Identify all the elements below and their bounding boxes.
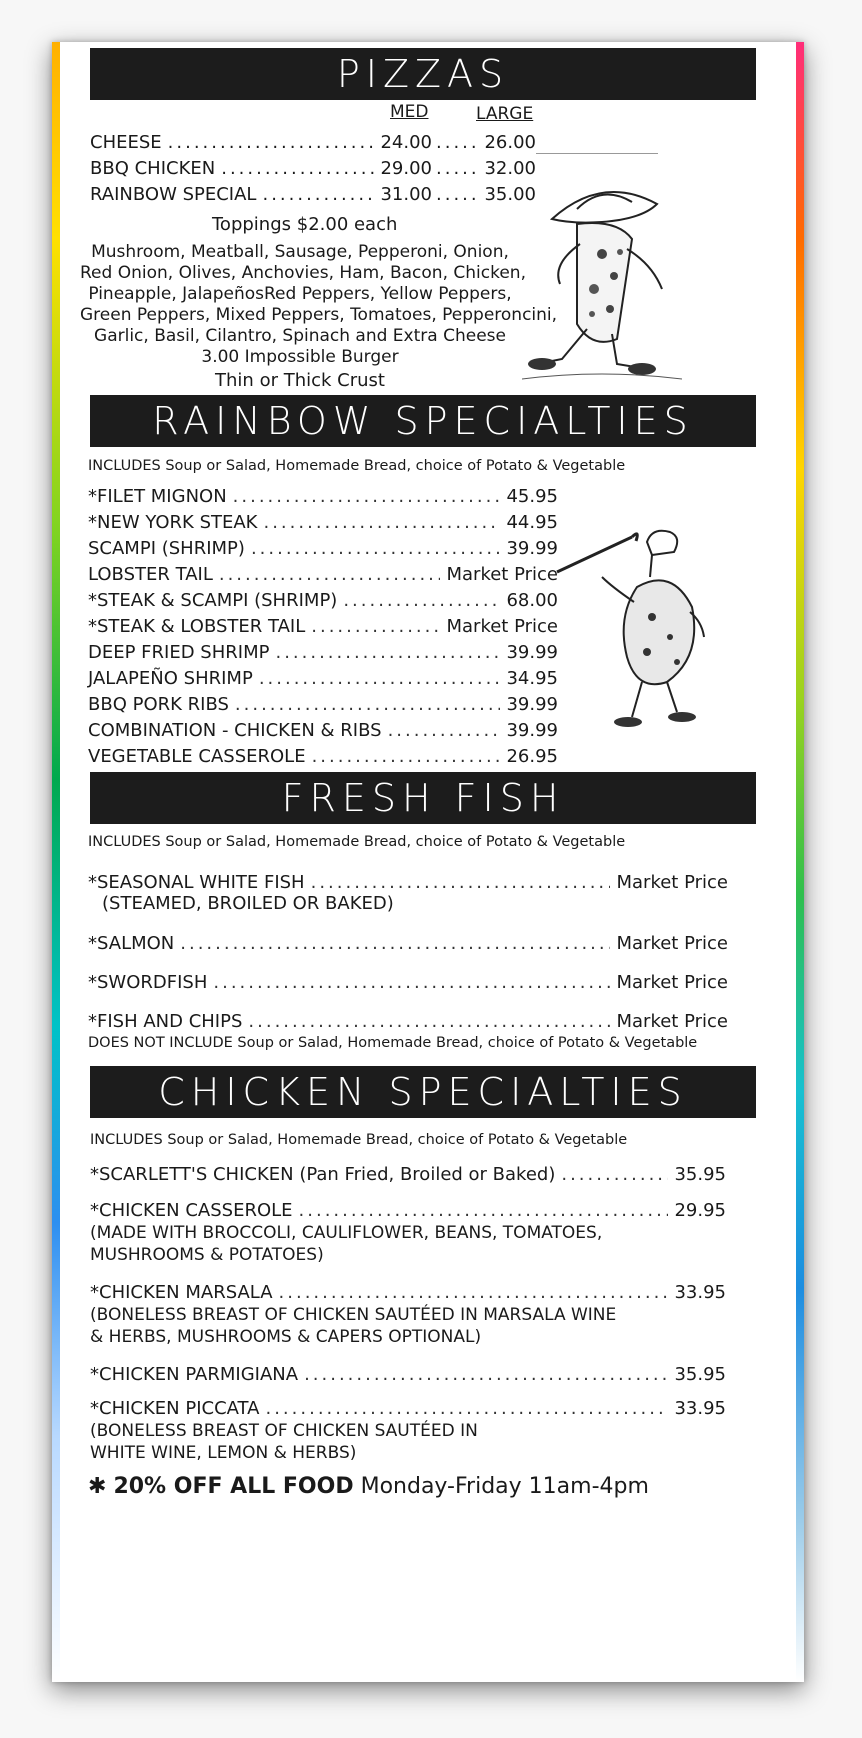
menu-item-row: LOBSTER TAIL ..... Market Price — [88, 564, 558, 585]
toppings-line: 3.00 Impossible Burger — [201, 347, 399, 367]
pizza-row: BBQ CHICKEN ..... 29.00 ..... 32.00 — [90, 158, 536, 179]
menu-item-note: WHITE WINE, LEMON & HERBS) — [90, 1443, 357, 1463]
menu-item-row: SCAMPI (SHRIMP) ..... 39.99 — [88, 538, 558, 559]
toppings-line: Garlic, Basil, Cilantro, Spinach and Extra Cheese — [94, 326, 506, 346]
menu-item-note: MUSHROOMS & POTATOES) — [90, 1245, 324, 1265]
toppings-line: Red Onion, Olives, Anchovies, Ham, Bacon, Chicken, — [80, 263, 526, 283]
menu-item-row: *SCARLETT'S CHICKEN (Pan Fried, Broiled or Baked) ..... 35.95 — [90, 1164, 726, 1185]
rainbow-specialties-banner: RAINBOW SPECIALTIES — [90, 395, 756, 447]
divider — [536, 153, 658, 154]
crust-options: Thin or Thick Crust — [215, 370, 385, 391]
menu-item-row: COMBINATION - CHICKEN & RIBS ..... 39.99 — [88, 720, 558, 741]
discount-footer — [88, 1474, 649, 1499]
chicken-specialties-banner: CHICKEN SPECIALTIES — [90, 1066, 756, 1118]
menu-item-row: *STEAK & SCAMPI (SHRIMP) ..... 68.00 — [88, 590, 558, 611]
menu-item-row: VEGETABLE CASSEROLE ..... 26.95 — [88, 746, 558, 767]
menu-item-row: *SALMON ..... Market Price — [88, 933, 728, 954]
pizza-row: CHEESE ..... 24.00 ..... 26.00 — [90, 132, 536, 153]
rainbow-rail-right — [796, 42, 804, 1682]
menu-item-note: (STEAMED, BROILED OR BAKED) — [102, 893, 394, 914]
toppings-title: Toppings $2.00 each — [212, 214, 398, 235]
menu-page — [52, 42, 804, 1682]
rainbow-rail-left — [52, 42, 60, 1682]
menu-item-row: *CHICKEN PARMIGIANA ..... 35.95 — [90, 1364, 726, 1385]
includes-note: INCLUDES Soup or Salad, Homemade Bread, choice of Potato & Vegetable — [88, 458, 626, 474]
menu-item-row: *CHICKEN PICCATA ..... 33.95 — [90, 1398, 726, 1419]
toppings-line: Pineapple, JalapeñosRed Peppers, Yellow Peppers, — [88, 284, 512, 304]
menu-item-note: (MADE WITH BROCCOLI, CAULIFLOWER, BEANS, TOMATOES, — [90, 1223, 603, 1243]
excludes-note: DOES NOT INCLUDE Soup or Salad, Homemade Bread, choice of Potato & Vegetable — [88, 1035, 698, 1051]
menu-item-row: *CHICKEN MARSALA ..... 33.95 — [90, 1282, 726, 1303]
med-column-header: MED — [390, 102, 429, 122]
discount-headline: 20% OFF ALL FOOD — [113, 1474, 354, 1499]
menu-item-row: *SWORDFISH ..... Market Price — [88, 972, 728, 993]
pizza-row: RAINBOW SPECIAL ..... 31.00 ..... 35.00 — [90, 184, 536, 205]
menu-item-row: *NEW YORK STEAK ..... 44.95 — [88, 512, 558, 533]
fresh-fish-banner: FRESH FISH — [90, 772, 756, 824]
menu-item-note: (BONELESS BREAST OF CHICKEN SAUTÉED IN — [90, 1421, 478, 1441]
menu-item-note: (BONELESS BREAST OF CHICKEN SAUTÉED IN MARSALA WINE — [90, 1305, 617, 1325]
menu-item-row: *SEASONAL WHITE FISH ..... Market Price — [88, 872, 728, 893]
menu-item-row: *FILET MIGNON ..... 45.95 — [88, 486, 558, 507]
menu-item-note: & HERBS, MUSHROOMS & CAPERS OPTIONAL) — [90, 1327, 482, 1347]
star-icon: ✱ — [88, 1474, 107, 1499]
dancing-pizza-illustration — [522, 164, 682, 384]
toppings-line: Mushroom, Meatball, Sausage, Pepperoni, Onion, — [91, 242, 509, 262]
large-column-header: LARGE — [476, 104, 534, 124]
pizzas-banner: PIZZAS — [90, 48, 756, 100]
menu-item-row: *CHICKEN CASSEROLE ..... 29.95 — [90, 1200, 726, 1221]
toppings-line: Green Peppers, Mixed Peppers, Tomatoes, Pepperoncini, — [80, 305, 558, 325]
chef-potato-illustration — [552, 527, 712, 747]
includes-note: INCLUDES Soup or Salad, Homemade Bread, choice of Potato & Vegetable — [90, 1132, 628, 1148]
menu-item-row: *STEAK & LOBSTER TAIL ..... Market Price — [88, 616, 558, 637]
menu-item-row: JALAPEÑO SHRIMP ..... 34.95 — [88, 668, 558, 689]
menu-item-row: DEEP FRIED SHRIMP ..... 39.99 — [88, 642, 558, 663]
discount-hours: Monday-Friday 11am-4pm — [360, 1474, 649, 1499]
includes-note: INCLUDES Soup or Salad, Homemade Bread, choice of Potato & Vegetable — [88, 834, 626, 850]
menu-item-row: BBQ PORK RIBS ..... 39.99 — [88, 694, 558, 715]
menu-item-row: *FISH AND CHIPS ..... Market Price — [88, 1011, 728, 1032]
